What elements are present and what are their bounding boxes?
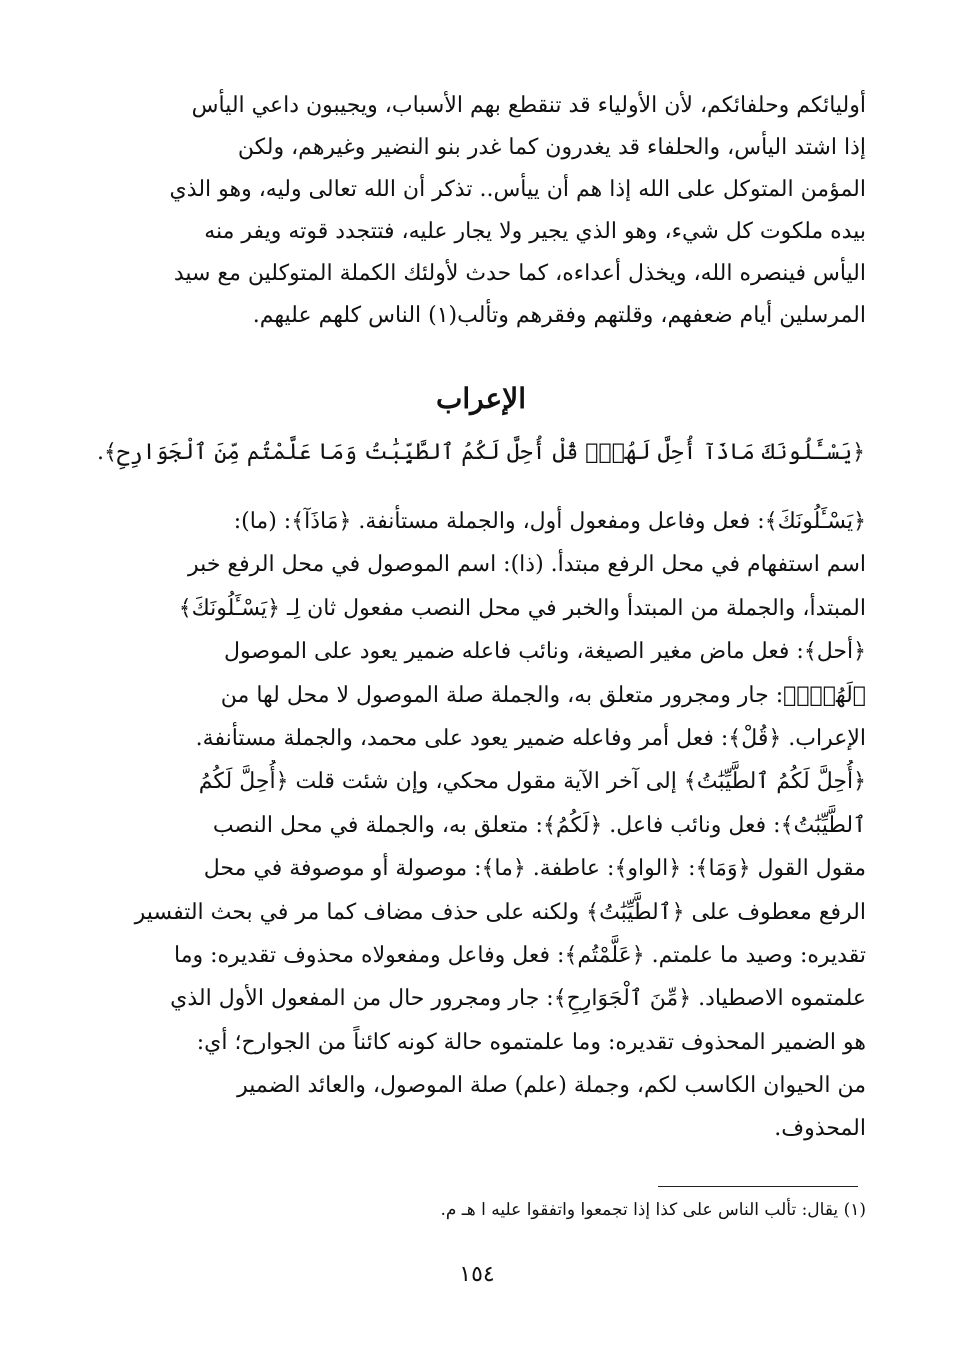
text-line: الإعراب. ﴿قُلْ﴾: فعل أمر وفاعله ضمير يعود على محمد، والجملة مستأنفة. <box>195 725 866 751</box>
text-line: ﴿يَسْـَٔلُونَكَ﴾: فعل وفاعل ومفعول أول، والجملة مستأنفة. ﴿مَاذَآ﴾: (ما): <box>233 509 866 534</box>
page-number: ١٥٤ <box>459 1262 495 1287</box>
quran-verse: ﴿يَسْـَٔلُونَكَ مَاذَآ أُحِلَّ لَهُمْۖ قُلْ أُحِلَّ لَكُمُ ٱلطَّيِّبَٰتُ وَمَا عَلَّمْتُم مِّنَ ٱلْجَوَارِحِ﴾. <box>96 440 866 465</box>
text-line: المبتدأ، والجملة من المبتدأ والخبر في محل النصب مفعول ثان لِـ ﴿يَسْـَٔلُونَكَ﴾ <box>178 595 866 621</box>
text-line: المرسلين أيام ضعفهم، وقلتهم وفقرهم وتألب(١) الناس كلهم عليهم. <box>252 303 866 328</box>
text-line: هو الضمير المحذوف تقديره: وما علمتموه حالة كونه كائناً من الجوارح؛ أي: <box>196 1029 866 1055</box>
text-line: أوليائكم وحلفائكم، لأن الأولياء قد تنقطع بهم الأسباب، ويجيبون داعي اليأس <box>191 93 866 118</box>
text-line: من الحيوان الكاسب لكم، وجملة (علم) صلة الموصول، والعائد الضمير <box>237 1073 866 1099</box>
text-line: مقول القول ﴿وَمَا﴾: ﴿الواو﴾: عاطفة. ﴿ما﴾: موصولة أو موصوفة في محل <box>203 856 866 882</box>
paragraph-intro <box>96 85 866 337</box>
text-line: اليأس فينصره الله، ويخذل أعداءه، كما حدث لأولئك الكملة المتوكلين مع سيد <box>173 261 866 286</box>
text-line: المؤمن المتوكل على الله إذا هم أن ييأس.. تذكر أن الله تعالى وليه، وهو الذي <box>169 177 866 202</box>
footnote-separator <box>658 1186 858 1187</box>
text-line: المحذوف. <box>774 1116 866 1142</box>
text-line: الرفع معطوف على ﴿ٱلطَّيِّبَٰتُ﴾ ولكنه على حذف مضاف كما مر في بحث التفسير <box>134 899 866 925</box>
text-line: اسم استفهام في محل الرفع مبتدأ. (ذا): اسم الموصول في محل الرفع خبر <box>188 552 866 578</box>
text-line: ﴿لَهُمْۖ﴾: جار ومجرور متعلق به، والجملة صلة الموصول لا محل لها من <box>220 682 866 708</box>
section-heading: الإعراب <box>435 382 527 415</box>
text-line: ﴿أُحِلَّ لَكُمُ ٱلطَّيِّبَٰتُ﴾ إلى آخر الآية مقول محكي، وإن شئت قلت ﴿أُحِلَّ لَكُمُ <box>198 769 866 795</box>
text-line: تقديره: وصيد ما علمتم. ﴿عَلَّمْتُم﴾: فعل وفاعل ومفعولاه محذوف تقديره: وما <box>173 942 866 968</box>
text-line: علمتموه الاصطياد. ﴿مِّنَ ٱلْجَوَارِحِ﴾: جار ومجرور حال من المفعول الأول الذي <box>170 986 866 1012</box>
text-line: إذا اشتد اليأس، والحلفاء قد يغدرون كما غدر بنو النضير وغيرهم، ولكن <box>237 135 866 160</box>
paragraph-irab <box>96 500 866 1151</box>
footnote: (١) يقال: تألب الناس على كذا إذا تجمعوا واتفقوا عليه ا هـ م. <box>440 1200 866 1220</box>
text-line: بيده ملكوت كل شيء، وهو الذي يجير ولا يجار عليه، فتتجدد قوته ويفر منه <box>204 219 866 244</box>
text-line: ٱلطَّيِّبَٰتُ﴾: فعل ونائب فاعل. ﴿لَكُمُ﴾: متعلق به، والجملة في محل النصب <box>212 812 866 838</box>
text-line: ﴿أحل﴾: فعل ماض مغير الصيغة، ونائب فاعله ضمير يعود على الموصول <box>224 639 866 665</box>
